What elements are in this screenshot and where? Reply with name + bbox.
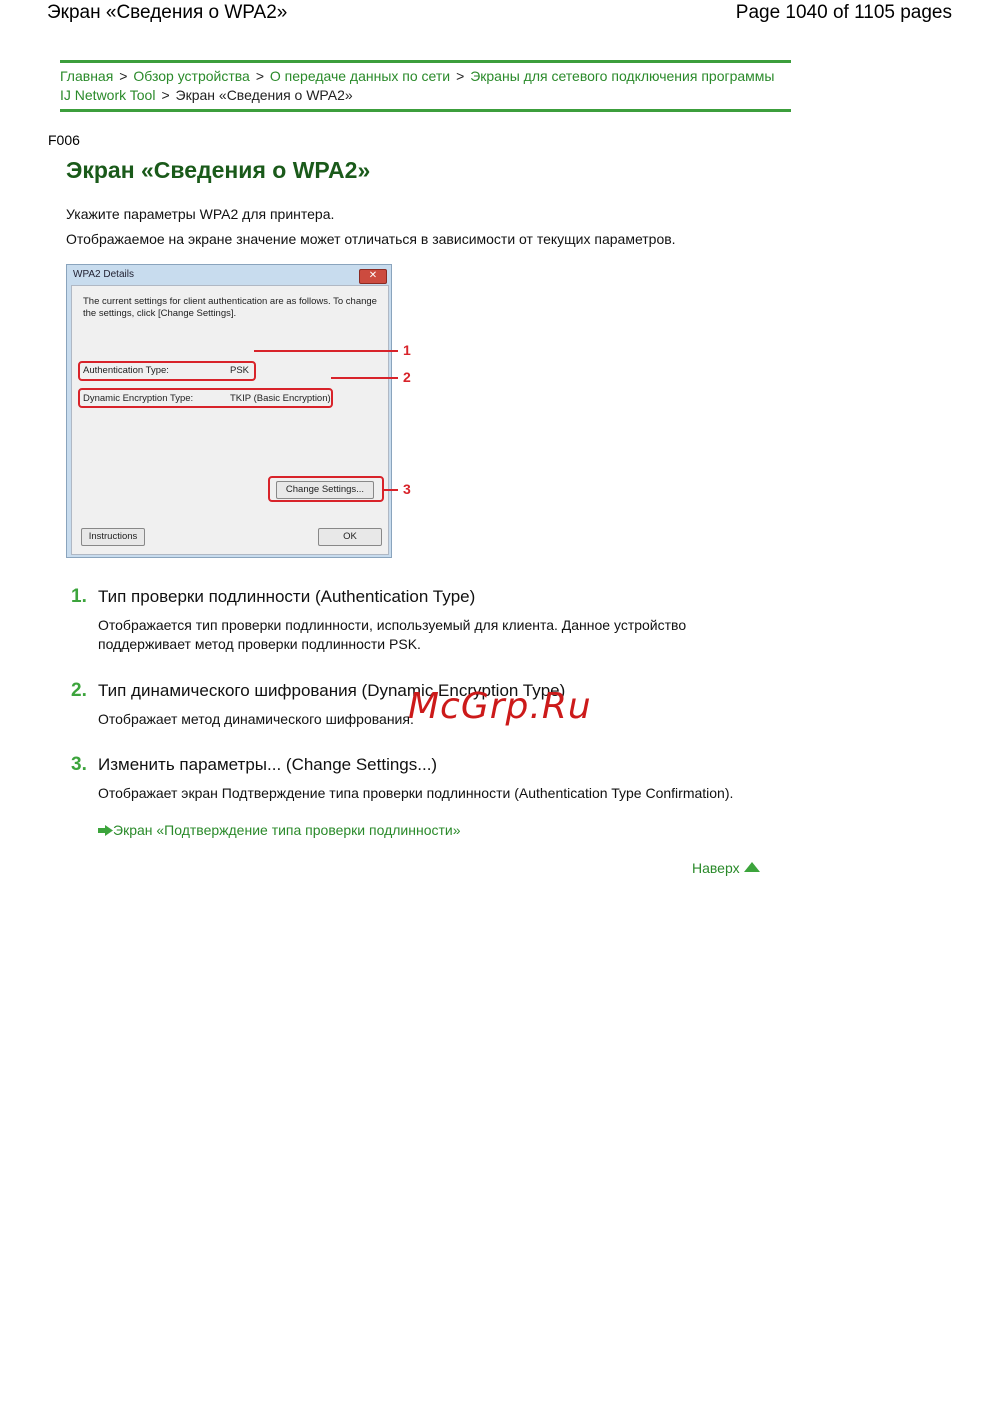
- encryption-type-value: TKIP (Basic Encryption): [230, 393, 331, 404]
- callout-line-2: [331, 377, 398, 379]
- breadcrumb-link-overview[interactable]: Обзор устройства: [133, 68, 250, 84]
- breadcrumb-link-screens[interactable]: Экраны для сетевого подключения программы IJ Network Tool: [60, 68, 775, 103]
- back-to-top-link[interactable]: [692, 860, 760, 876]
- triangle-up-icon: [744, 862, 760, 872]
- item-number: 2.: [71, 680, 87, 701]
- item-heading: Изменить параметры... (Change Settings...): [98, 755, 438, 774]
- callout-number-2: 2: [403, 369, 411, 385]
- breadcrumb-link-network[interactable]: О передаче данных по сети: [269, 68, 451, 84]
- dialog-description: The current settings for client authentication are as follows. To change the settings, click [Change Settings].: [83, 296, 377, 319]
- dialog-title: WPA2 Details: [73, 269, 134, 280]
- close-icon[interactable]: ✕: [359, 269, 387, 284]
- callout-number-3: 3: [403, 481, 411, 497]
- callout-number-1: 1: [403, 342, 411, 358]
- auth-type-value: PSK: [230, 365, 250, 376]
- breadcrumb: [60, 67, 780, 105]
- breadcrumb-bottom-rule: [60, 109, 791, 112]
- auth-type-label: Authentication Type:: [83, 365, 169, 376]
- arrow-right-icon: [98, 825, 113, 836]
- auth-confirmation-link-text[interactable]: Экран «Подтверждение типа проверки подлинности»: [113, 822, 461, 838]
- page-counter: Page 1040 of 1105 pages: [735, 2, 952, 23]
- breadcrumb-separator: >: [255, 68, 265, 84]
- screen-code: F006: [48, 132, 80, 148]
- wpa2-details-dialog: [66, 264, 392, 558]
- callout-line-3: [382, 489, 398, 491]
- breadcrumb-current: Экран «Сведения о WPA2»: [175, 87, 353, 103]
- breadcrumb-separator: >: [161, 87, 170, 103]
- change-settings-button[interactable]: Change Settings...: [276, 481, 374, 499]
- callout-line-1: [254, 350, 398, 352]
- dialog-body: [71, 285, 389, 555]
- page-title: Экран «Сведения о WPA2»: [66, 157, 371, 183]
- auth-confirmation-link[interactable]: [98, 822, 461, 838]
- item-description: Отображается тип проверки подлинности, используемый для клиента. Данное устройство поддерживает метод проверки подлинности PSK.: [98, 617, 687, 652]
- intro-paragraph: Отображаемое на экране значение может отличаться в зависимости от текущих параметров.: [66, 231, 676, 247]
- intro-paragraph: Укажите параметры WPA2 для принтера.: [66, 206, 335, 222]
- document-title: Экран «Сведения о WPA2»: [47, 2, 288, 23]
- item-description: Отображает метод динамического шифрования.: [98, 711, 414, 727]
- item-description: Отображает экран Подтверждение типа проверки подлинности (Authentication Type Confirmation).: [98, 785, 734, 801]
- breadcrumb-separator: >: [456, 68, 465, 84]
- breadcrumb-separator: >: [119, 68, 128, 84]
- breadcrumb-link-home[interactable]: Главная: [60, 68, 114, 84]
- breadcrumb-top-rule: [60, 60, 791, 63]
- item-heading: Тип проверки подлинности (Authentication Type): [98, 587, 476, 606]
- item-heading: Тип динамического шифрования (Dynamic Encryption Type): [98, 681, 566, 700]
- watermark: McGrp.Ru: [408, 686, 592, 727]
- back-to-top-label[interactable]: Наверх: [692, 860, 740, 876]
- encryption-type-label: Dynamic Encryption Type:: [83, 393, 194, 404]
- instructions-button[interactable]: Instructions: [81, 528, 145, 546]
- ok-button[interactable]: OK: [318, 528, 382, 546]
- item-number: 1.: [71, 586, 87, 607]
- item-number: 3.: [71, 754, 87, 775]
